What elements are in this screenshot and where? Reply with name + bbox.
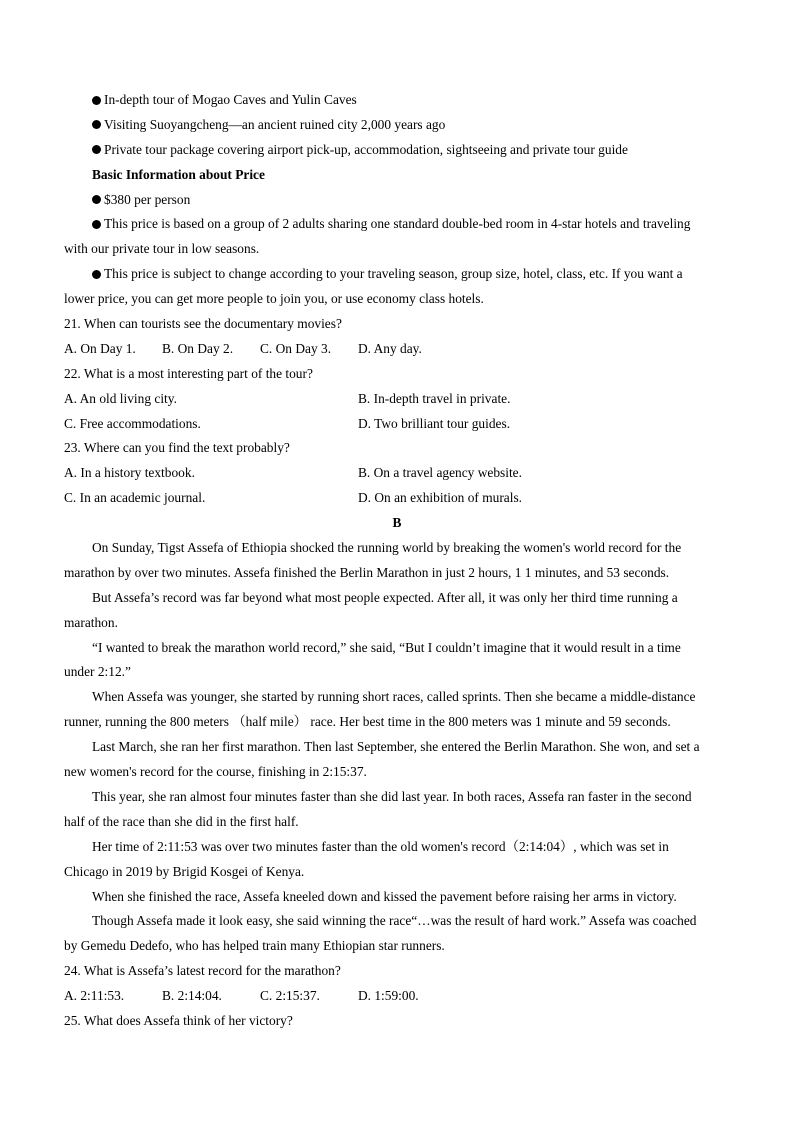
option-c: C. Free accommodations. bbox=[64, 415, 201, 431]
passage-line: On Sunday, Tigst Assefa of Ethiopia shocked the running world by breaking the women's world record for the bbox=[92, 540, 682, 556]
bullet-item: Visiting Suoyangcheng—an ancient ruined city 2,000 years ago bbox=[64, 113, 730, 138]
option-d: D. Any day. bbox=[358, 340, 422, 356]
bullet-continuation: lower price, you can get more people to join you, or use economy class hotels. bbox=[64, 291, 484, 307]
bullet-dot-icon bbox=[92, 270, 101, 279]
bullet-dot-icon bbox=[92, 120, 101, 129]
option-a: A. An old living city. bbox=[64, 390, 177, 406]
bullet-item: This price is subject to change according to your traveling season, group size, hotel, class, etc. If you want a bbox=[64, 262, 730, 287]
options-22-row1 bbox=[64, 387, 730, 412]
bullet-dot-icon bbox=[92, 96, 101, 105]
bullet-item: In-depth tour of Mogao Caves and Yulin Caves bbox=[64, 88, 730, 113]
option-a: A. 2:11:53. bbox=[64, 988, 125, 1004]
bullet-item: Private tour package covering airport pick-up, accommodation, sightseeing and private tour guide bbox=[64, 138, 730, 163]
bullet-continuation: with our private tour in low seasons. bbox=[64, 241, 260, 257]
passage-line: Though Assefa made it look easy, she said winning the race“…was the result of hard work.” Assefa was coached bbox=[92, 913, 697, 929]
passage-line: under 2:12.” bbox=[64, 664, 131, 680]
options-24 bbox=[64, 984, 730, 1009]
option-b: B. In-depth travel in private. bbox=[358, 390, 511, 406]
passage-line: Chicago in 2019 by Brigid Kosgei of Kenya. bbox=[64, 863, 305, 879]
option-d: D. Two brilliant tour guides. bbox=[358, 415, 511, 431]
option-c: C. 2:15:37. bbox=[260, 988, 320, 1004]
question-22: 22. What is a most interesting part of the tour? bbox=[64, 365, 313, 381]
bullet-item: $380 per person bbox=[64, 188, 730, 213]
question-21: 21. When can tourists see the documentary movies? bbox=[64, 316, 342, 332]
passage-line: Last March, she ran her first marathon. Then last September, she entered the Berlin Marathon. She won, and set a bbox=[92, 739, 700, 755]
passage-line: When she finished the race, Assefa kneeled down and kissed the pavement before raising her arms in victory. bbox=[92, 888, 677, 904]
option-c: C. On Day 3. bbox=[260, 340, 332, 356]
bullet-dot-icon bbox=[92, 195, 101, 204]
question-25: 25. What does Assefa think of her victory? bbox=[64, 1012, 293, 1028]
option-a: A. In a history textbook. bbox=[64, 465, 195, 481]
passage-line: marathon. bbox=[64, 614, 118, 630]
option-b: B. On a travel agency website. bbox=[358, 465, 522, 481]
passage-line: marathon by over two minutes. Assefa finished the Berlin Marathon in just 2 hours, 1 1 minutes, and 53 seconds. bbox=[64, 564, 670, 580]
passage-line: new women's record for the course, finishing in 2:15:37. bbox=[64, 764, 367, 780]
option-b: B. On Day 2. bbox=[162, 340, 234, 356]
passage-line: But Assefa’s record was far beyond what most people expected. After all, it was only her third time running a bbox=[92, 589, 678, 605]
options-21 bbox=[64, 337, 730, 362]
option-c: C. In an academic journal. bbox=[64, 490, 206, 506]
option-d: D. On an exhibition of murals. bbox=[358, 490, 523, 506]
document-page bbox=[64, 88, 730, 1034]
passage-line: When Assefa was younger, she started by running short races, called sprints. Then she became a middle-distance bbox=[92, 689, 696, 705]
question-23: 23. Where can you find the text probably? bbox=[64, 440, 290, 456]
option-d: D. 1:59:00. bbox=[358, 988, 419, 1004]
options-22-row2 bbox=[64, 412, 730, 437]
question-24: 24. What is Assefa’s latest record for the marathon? bbox=[64, 963, 341, 979]
options-23-row2 bbox=[64, 486, 730, 511]
passage-line: “I wanted to break the marathon world record,” she said, “But I couldn’t imagine that it would result in a time bbox=[92, 639, 681, 655]
option-b: B. 2:14:04. bbox=[162, 988, 222, 1004]
options-23-row1 bbox=[64, 461, 730, 486]
bullet-item: This price is based on a group of 2 adults sharing one standard double-bed room in 4-star hotels and traveling bbox=[64, 212, 730, 237]
section-heading-b: B bbox=[392, 515, 402, 531]
passage-line: Her time of 2:11:53 was over two minutes faster than the old women's record（2:14:04）, which was set in bbox=[92, 838, 669, 854]
bullet-dot-icon bbox=[92, 145, 101, 154]
option-a: A. On Day 1. bbox=[64, 340, 136, 356]
passage-line: by Gemedu Dedefo, who has helped train many Ethiopian star runners. bbox=[64, 938, 445, 954]
passage-line: half of the race than she did in the first half. bbox=[64, 813, 299, 829]
passage-line: This year, she ran almost four minutes faster than she did last year. In both races, Assefa ran faster in the second bbox=[92, 788, 692, 804]
price-heading: Basic Information about Price bbox=[92, 166, 265, 182]
passage-line: runner, running the 800 meters （half mile） race. Her best time in the 800 meters was 1 minute and 59 seconds. bbox=[64, 714, 671, 730]
bullet-dot-icon bbox=[92, 220, 101, 229]
